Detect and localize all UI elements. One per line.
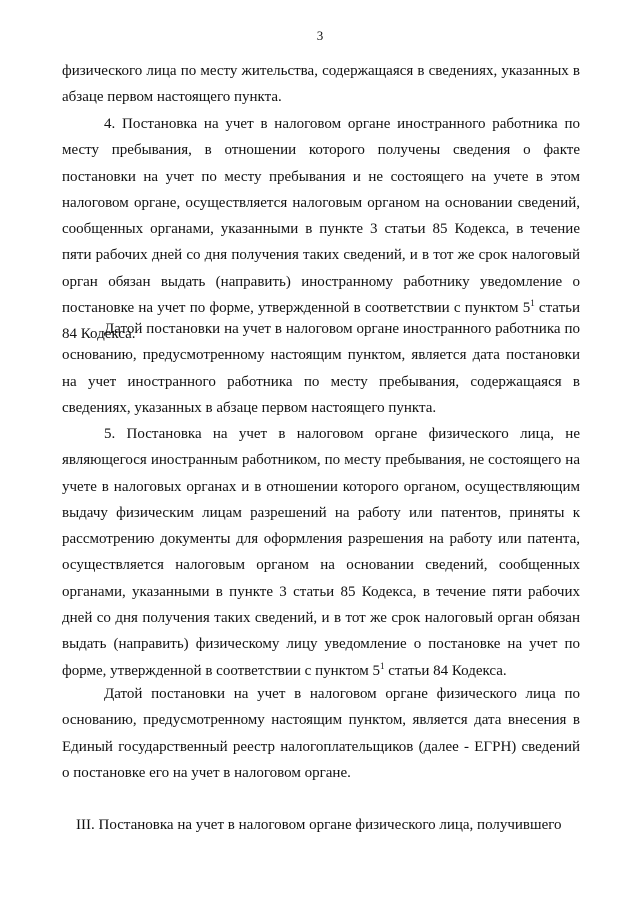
paragraph-text: Датой постановки на учет в налоговом органе физического лица по основанию, предусмотренному настоящим пунктом, является дата внесения в Единый государственный реестр налогоплательщиков (далее - ЕГРН) сведений о постановке его на учет в налоговом органе. — [62, 686, 580, 781]
paragraph-text — [62, 421, 580, 684]
paragraph-text-tail: статьи 84 Кодекса. — [384, 662, 507, 679]
paragraph-continuation — [62, 58, 580, 111]
paragraph-text-main: 5. Постановка на учет в налоговом органе физического лица, не являющегося иностранным работником, по месту пребывания, не состоящего на учете в налоговых органах и в отношении которого органом, осуществляющим выдачу физическим лицам разрешений на работу или патентов, приняты к рассмотрению документы для оформления разрешения на работу или патента, осуществляется налоговым органом на основании сведений, сообщенных органами, указанными в пункте 3 статьи 85 Кодекса, в течение пяти рабочих дней со дня получения таких сведений, и в тот же срок налоговый орган обязан выдать (направить) физическому лицу уведомление о постановке на учет по форме, утвержденной в соответствии с пунктом 5 — [62, 426, 580, 679]
paragraph-text-main: 4. Постановка на учет в налоговом органе иностранного работника по месту пребывания, в отношении которого получены сведения о факте постановки на учет по месту пребывания и не состоящего на учете в этом налоговом органе, осуществляется налоговым органом на основании сведений, сообщенных органами, указанными в пункте 3 статьи 85 Кодекса, в течение пяти рабочих дней со дня получения таких сведений, и в тот же срок налоговый орган обязан выдать (направить) иностранному работнику уведомление о постановке на учет по форме, утвержденной в соответствии с пунктом 5 — [62, 116, 580, 317]
paragraph-text — [62, 111, 580, 348]
paragraph-text: Датой постановки на учет в налоговом органе иностранного работника по основанию, предусмотренному настоящим пунктом, является дата постановки на учет иностранного работника по месту пребывания, содержащаяся в сведениях, указанных в абзаце первом настоящего пункта. — [62, 321, 580, 416]
paragraph-item-5 — [62, 421, 580, 684]
paragraph-text-tail: статьи 84 Кодекса. — [62, 300, 580, 343]
paragraph-item-4 — [62, 111, 580, 348]
superscript-index: 1 — [380, 660, 385, 671]
superscript-index: 1 — [530, 298, 535, 309]
page-number: 3 — [316, 28, 324, 43]
paragraph-item-4-date — [62, 316, 580, 421]
section-heading: III. Постановка на учет в налоговом органе физического лица, получившего — [76, 817, 562, 833]
paragraph-text: физического лица по месту жительства, содержащаяся в сведениях, указанных в абзаце первом настоящего пункта. — [62, 63, 580, 106]
paragraph-item-5-date — [62, 681, 580, 786]
